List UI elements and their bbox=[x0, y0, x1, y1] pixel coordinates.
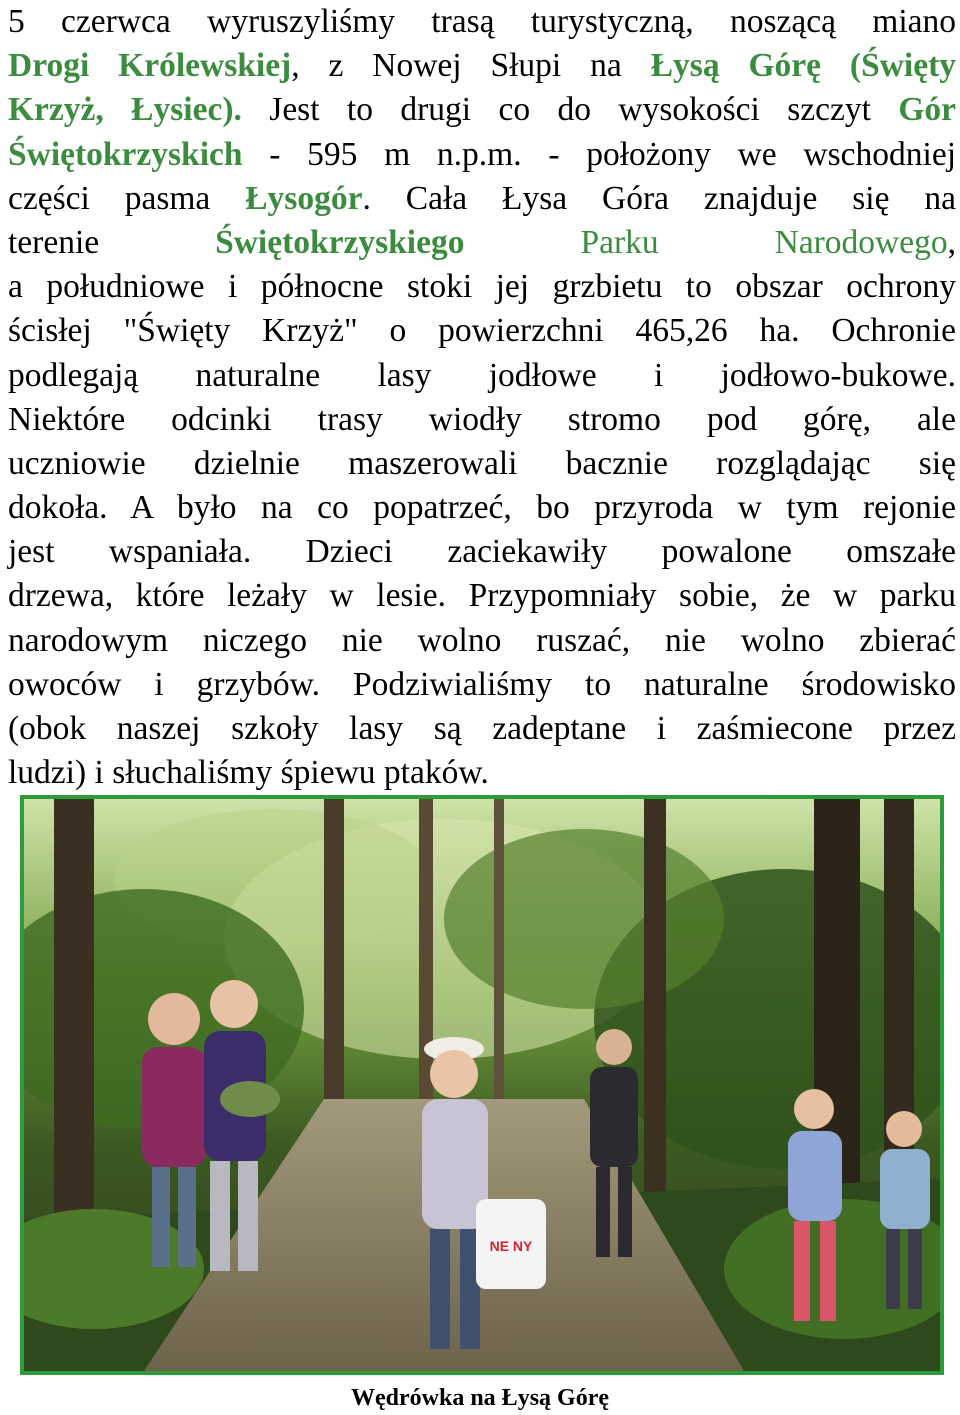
text-line: ludzi) i słuchaliśmy śpiewu ptaków. bbox=[8, 754, 489, 792]
text-line: a południowe i północne stoki jej grzbietu to obszar ochrony bbox=[8, 268, 956, 306]
text-line: jest wspaniała. Dzieci zaciekawiły powalone omszałe bbox=[8, 533, 956, 571]
text-line: Drogi Królewskiej, z Nowej Słupi na Łysą Górę (Święty bbox=[8, 47, 956, 85]
article-text bbox=[8, 0, 956, 795]
photo-caption: Wędrówka na Łysą Górę bbox=[351, 1385, 609, 1411]
link-swietokrzyskich[interactable]: Świętokrzyskich bbox=[8, 135, 243, 173]
text-line: (obok naszej szkoły lasy są zadeptane i zaśmiecone przez bbox=[8, 710, 956, 747]
forest-photo bbox=[20, 795, 944, 1375]
link-swietokrzyskiego[interactable]: Świętokrzyskiego bbox=[215, 223, 465, 261]
shopping-bag bbox=[476, 1199, 546, 1289]
link-gor[interactable]: Gór bbox=[898, 91, 956, 129]
link-parku-narodowego[interactable]: Parku Narodowego bbox=[464, 223, 948, 261]
text-line: dokoła. A było na co popatrzeć, bo przyroda w tym rejonie bbox=[8, 489, 956, 527]
text-line: Świętokrzyskich - 595 m n.p.m. - położony we wschodniej bbox=[8, 135, 956, 173]
text-line: narodowym niczego nie wolno ruszać, nie wolno zbierać bbox=[8, 621, 956, 659]
text-line: owoców i grzybów. Podziwialiśmy to naturalne środowisko bbox=[8, 665, 956, 703]
text-line: ścisłej "Święty Krzyż" o powierzchni 465,26 ha. Ochronie bbox=[8, 312, 956, 350]
svg-text:NE NY: NE NY bbox=[489, 1238, 533, 1254]
text-line: 5 czerwca wyruszyliśmy trasą turystyczną, noszącą miano bbox=[8, 3, 956, 40]
link-lysogor[interactable]: Łysogór bbox=[245, 179, 363, 217]
link-krzyz-lysiec[interactable]: Krzyż, Łysiec). bbox=[8, 91, 242, 129]
text-line: terenie Świętokrzyskiego Parku Narodowego, bbox=[8, 223, 956, 261]
text-line: Niektóre odcinki trasy wiodły stromo pod górę, ale bbox=[8, 400, 956, 438]
text-line: uczniowie dzielnie maszerowali bacznie rozglądając się bbox=[8, 444, 956, 482]
forest-photo-illustration bbox=[24, 799, 940, 1371]
text-line: podlegają naturalne lasy jodłowe i jodłowo-bukowe. bbox=[8, 356, 956, 394]
link-drogi-krolewskiej[interactable]: Drogi Królewskiej bbox=[8, 47, 292, 85]
link-lysa-gora[interactable]: Łysą Górę (Święty bbox=[650, 47, 956, 85]
text-line: części pasma Łysogór. Cała Łysa Góra znajduje się na bbox=[8, 179, 956, 217]
text-line: drzewa, które leżały w lesie. Przypomniały sobie, że w parku bbox=[8, 577, 956, 615]
text-line: Krzyż, Łysiec). Jest to drugi co do wysokości szczyt Gór bbox=[8, 91, 956, 129]
